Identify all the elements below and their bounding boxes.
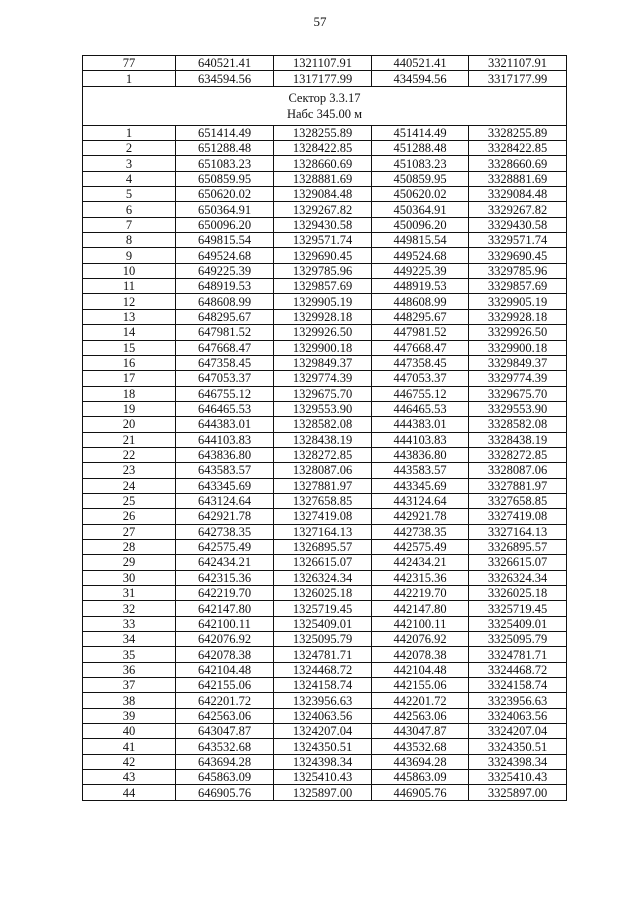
point-number-cell: 26 [83, 509, 176, 524]
x2-coordinate-cell: 442563.06 [372, 708, 469, 723]
section-title: Сектор 3.3.17 [288, 90, 361, 105]
y2-coordinate-cell: 3327419.08 [469, 509, 567, 524]
x2-coordinate-cell: 444103.83 [372, 432, 469, 447]
x-coordinate-cell: 647668.47 [176, 340, 274, 355]
x2-coordinate-cell: 449524.68 [372, 248, 469, 263]
y2-coordinate-cell: 3329430.58 [469, 217, 567, 232]
point-number-cell: 9 [83, 248, 176, 263]
y2-coordinate-cell: 3329084.48 [469, 187, 567, 202]
table-row [83, 524, 567, 539]
y-coordinate-cell: 1327419.08 [274, 509, 372, 524]
y-coordinate-cell: 1329690.45 [274, 248, 372, 263]
point-number-cell: 17 [83, 371, 176, 386]
y-coordinate-cell: 1329553.90 [274, 401, 372, 416]
table-row [83, 141, 567, 156]
section-header-body [83, 86, 567, 125]
y-coordinate-cell: 1328422.85 [274, 141, 372, 156]
y2-coordinate-cell: 3326324.34 [469, 570, 567, 585]
x-coordinate-cell: 642738.35 [176, 524, 274, 539]
y-coordinate-cell: 1329675.70 [274, 386, 372, 401]
y2-coordinate-cell: 3329900.18 [469, 340, 567, 355]
table-row [83, 493, 567, 508]
x-coordinate-cell: 648608.99 [176, 294, 274, 309]
y-coordinate-cell: 1329857.69 [274, 279, 372, 294]
x2-coordinate-cell: 449225.39 [372, 263, 469, 278]
point-number-cell: 16 [83, 355, 176, 370]
point-number-cell: 25 [83, 493, 176, 508]
y2-coordinate-cell: 3325409.01 [469, 616, 567, 631]
point-number-cell: 4 [83, 171, 176, 186]
y-coordinate-cell: 1329084.48 [274, 187, 372, 202]
x2-coordinate-cell: 451083.23 [372, 156, 469, 171]
x2-coordinate-cell: 451288.48 [372, 141, 469, 156]
y2-coordinate-cell: 3329675.70 [469, 386, 567, 401]
table-row [83, 56, 567, 71]
y-coordinate-cell: 1329928.18 [274, 309, 372, 324]
table-row [83, 202, 567, 217]
y-coordinate-cell: 1328660.69 [274, 156, 372, 171]
point-number-cell: 35 [83, 647, 176, 662]
y-coordinate-cell: 1325095.79 [274, 632, 372, 647]
x-coordinate-cell: 648295.67 [176, 309, 274, 324]
x-coordinate-cell: 649815.54 [176, 233, 274, 248]
x-coordinate-cell: 651288.48 [176, 141, 274, 156]
y-coordinate-cell: 1329926.50 [274, 325, 372, 340]
table-row [83, 355, 567, 370]
table-row [83, 754, 567, 769]
point-number-cell: 3 [83, 156, 176, 171]
table-row [83, 156, 567, 171]
x-coordinate-cell: 649524.68 [176, 248, 274, 263]
x2-coordinate-cell: 447358.45 [372, 355, 469, 370]
point-number-cell: 34 [83, 632, 176, 647]
table-row [83, 539, 567, 554]
x-coordinate-cell: 647981.52 [176, 325, 274, 340]
y2-coordinate-cell: 3329571.74 [469, 233, 567, 248]
point-number-cell: 8 [83, 233, 176, 248]
point-number-cell: 20 [83, 417, 176, 432]
y-coordinate-cell: 1324350.51 [274, 739, 372, 754]
y2-coordinate-cell: 3329926.50 [469, 325, 567, 340]
x-coordinate-cell: 651083.23 [176, 156, 274, 171]
point-number-cell: 14 [83, 325, 176, 340]
point-number-cell: 44 [83, 785, 176, 800]
y2-coordinate-cell: 3328255.89 [469, 125, 567, 140]
x2-coordinate-cell: 443836.80 [372, 447, 469, 462]
x-coordinate-cell: 643345.69 [176, 478, 274, 493]
y-coordinate-cell: 1329267.82 [274, 202, 372, 217]
x2-coordinate-cell: 448919.53 [372, 279, 469, 294]
x-coordinate-cell: 644383.01 [176, 417, 274, 432]
x2-coordinate-cell: 434594.56 [372, 71, 469, 86]
table-row [83, 693, 567, 708]
x2-coordinate-cell: 442575.49 [372, 539, 469, 554]
y-coordinate-cell: 1328087.06 [274, 463, 372, 478]
point-number-cell: 27 [83, 524, 176, 539]
y2-coordinate-cell: 3328422.85 [469, 141, 567, 156]
table-row [83, 632, 567, 647]
y2-coordinate-cell: 3329267.82 [469, 202, 567, 217]
x2-coordinate-cell: 442738.35 [372, 524, 469, 539]
table-row [83, 662, 567, 677]
x2-coordinate-cell: 442155.06 [372, 678, 469, 693]
table-row [83, 294, 567, 309]
x-coordinate-cell: 642201.72 [176, 693, 274, 708]
y-coordinate-cell: 1328582.08 [274, 417, 372, 432]
x2-coordinate-cell: 450364.91 [372, 202, 469, 217]
y-coordinate-cell: 1324158.74 [274, 678, 372, 693]
x2-coordinate-cell: 451414.49 [372, 125, 469, 140]
point-number-cell: 42 [83, 754, 176, 769]
point-number-cell: 7 [83, 217, 176, 232]
x-coordinate-cell: 646465.53 [176, 401, 274, 416]
point-number-cell: 37 [83, 678, 176, 693]
x-coordinate-cell: 643694.28 [176, 754, 274, 769]
point-number-cell: 40 [83, 724, 176, 739]
y-coordinate-cell: 1327658.85 [274, 493, 372, 508]
point-number-cell: 24 [83, 478, 176, 493]
y2-coordinate-cell: 3329785.96 [469, 263, 567, 278]
y2-coordinate-cell: 3328438.19 [469, 432, 567, 447]
y-coordinate-cell: 1329900.18 [274, 340, 372, 355]
x-coordinate-cell: 642100.11 [176, 616, 274, 631]
x-coordinate-cell: 650364.91 [176, 202, 274, 217]
y-coordinate-cell: 1329905.19 [274, 294, 372, 309]
table-body-main [83, 125, 567, 800]
table-row [83, 71, 567, 86]
x-coordinate-cell: 642434.21 [176, 555, 274, 570]
x-coordinate-cell: 642575.49 [176, 539, 274, 554]
x-coordinate-cell: 644103.83 [176, 432, 274, 447]
x-coordinate-cell: 643124.64 [176, 493, 274, 508]
y2-coordinate-cell: 3323956.63 [469, 693, 567, 708]
page-number: 57 [313, 14, 327, 29]
y-coordinate-cell: 1329571.74 [274, 233, 372, 248]
x-coordinate-cell: 642104.48 [176, 662, 274, 677]
point-number-cell: 1 [83, 71, 176, 86]
table-row [83, 447, 567, 462]
section-height-label: Набс 345.00 м [286, 106, 363, 121]
x2-coordinate-cell: 443694.28 [372, 754, 469, 769]
y2-coordinate-cell: 3324398.34 [469, 754, 567, 769]
point-number-cell: 11 [83, 279, 176, 294]
x-coordinate-cell: 643532.68 [176, 739, 274, 754]
coordinates-table [82, 55, 567, 801]
y-coordinate-cell: 1328881.69 [274, 171, 372, 186]
x-coordinate-cell: 646905.76 [176, 785, 274, 800]
x-coordinate-cell: 647358.45 [176, 355, 274, 370]
x2-coordinate-cell: 442147.80 [372, 601, 469, 616]
table-row [83, 233, 567, 248]
y-coordinate-cell: 1327164.13 [274, 524, 372, 539]
y-coordinate-cell: 1324781.71 [274, 647, 372, 662]
y2-coordinate-cell: 3328881.69 [469, 171, 567, 186]
x-coordinate-cell: 642147.80 [176, 601, 274, 616]
y2-coordinate-cell: 3325719.45 [469, 601, 567, 616]
y2-coordinate-cell: 3329690.45 [469, 248, 567, 263]
x2-coordinate-cell: 445863.09 [372, 770, 469, 785]
y2-coordinate-cell: 3325410.43 [469, 770, 567, 785]
table-row [83, 708, 567, 723]
y2-coordinate-cell: 3328087.06 [469, 463, 567, 478]
point-number-cell: 19 [83, 401, 176, 416]
y-coordinate-cell: 1325897.00 [274, 785, 372, 800]
y-coordinate-cell: 1324398.34 [274, 754, 372, 769]
point-number-cell: 22 [83, 447, 176, 462]
point-number-cell: 13 [83, 309, 176, 324]
x-coordinate-cell: 634594.56 [176, 71, 274, 86]
table-row [83, 724, 567, 739]
x-coordinate-cell: 643047.87 [176, 724, 274, 739]
table-row [83, 340, 567, 355]
x2-coordinate-cell: 443345.69 [372, 478, 469, 493]
x2-coordinate-cell: 446755.12 [372, 386, 469, 401]
y2-coordinate-cell: 3321107.91 [469, 56, 567, 71]
point-number-cell: 29 [83, 555, 176, 570]
y2-coordinate-cell: 3329553.90 [469, 401, 567, 416]
y-coordinate-cell: 1321107.91 [274, 56, 372, 71]
y-coordinate-cell: 1329849.37 [274, 355, 372, 370]
x-coordinate-cell: 647053.37 [176, 371, 274, 386]
x-coordinate-cell: 642921.78 [176, 509, 274, 524]
y2-coordinate-cell: 3329849.37 [469, 355, 567, 370]
x2-coordinate-cell: 450620.02 [372, 187, 469, 202]
table-row [83, 263, 567, 278]
x2-coordinate-cell: 449815.54 [372, 233, 469, 248]
x-coordinate-cell: 642076.92 [176, 632, 274, 647]
y2-coordinate-cell: 3326025.18 [469, 586, 567, 601]
table-row [83, 601, 567, 616]
x-coordinate-cell: 643836.80 [176, 447, 274, 462]
point-number-cell: 31 [83, 586, 176, 601]
x2-coordinate-cell: 442315.36 [372, 570, 469, 585]
section-header-row [83, 86, 567, 125]
x2-coordinate-cell: 442076.92 [372, 632, 469, 647]
y-coordinate-cell: 1325409.01 [274, 616, 372, 631]
y-coordinate-cell: 1329785.96 [274, 263, 372, 278]
point-number-cell: 43 [83, 770, 176, 785]
y-coordinate-cell: 1317177.99 [274, 71, 372, 86]
y-coordinate-cell: 1328255.89 [274, 125, 372, 140]
y2-coordinate-cell: 3329774.39 [469, 371, 567, 386]
point-number-cell: 77 [83, 56, 176, 71]
y2-coordinate-cell: 3324158.74 [469, 678, 567, 693]
point-number-cell: 33 [83, 616, 176, 631]
table-row [83, 279, 567, 294]
point-number-cell: 12 [83, 294, 176, 309]
x-coordinate-cell: 648919.53 [176, 279, 274, 294]
point-number-cell: 10 [83, 263, 176, 278]
x-coordinate-cell: 640521.41 [176, 56, 274, 71]
y2-coordinate-cell: 3329905.19 [469, 294, 567, 309]
y2-coordinate-cell: 3328272.85 [469, 447, 567, 462]
y-coordinate-cell: 1328272.85 [274, 447, 372, 462]
table-row [83, 463, 567, 478]
x-coordinate-cell: 646755.12 [176, 386, 274, 401]
point-number-cell: 32 [83, 601, 176, 616]
y2-coordinate-cell: 3329928.18 [469, 309, 567, 324]
table-row [83, 432, 567, 447]
x-coordinate-cell: 645863.09 [176, 770, 274, 785]
table-body-top [83, 56, 567, 87]
x-coordinate-cell: 650620.02 [176, 187, 274, 202]
x2-coordinate-cell: 442201.72 [372, 693, 469, 708]
x-coordinate-cell: 642078.38 [176, 647, 274, 662]
table-row [83, 417, 567, 432]
x-coordinate-cell: 642563.06 [176, 708, 274, 723]
x-coordinate-cell: 643583.57 [176, 463, 274, 478]
x-coordinate-cell: 650859.95 [176, 171, 274, 186]
x2-coordinate-cell: 447053.37 [372, 371, 469, 386]
x2-coordinate-cell: 442921.78 [372, 509, 469, 524]
x2-coordinate-cell: 442219.70 [372, 586, 469, 601]
x-coordinate-cell: 642219.70 [176, 586, 274, 601]
x2-coordinate-cell: 448608.99 [372, 294, 469, 309]
y-coordinate-cell: 1323956.63 [274, 693, 372, 708]
y2-coordinate-cell: 3326895.57 [469, 539, 567, 554]
y-coordinate-cell: 1326324.34 [274, 570, 372, 585]
point-number-cell: 6 [83, 202, 176, 217]
table-row [83, 401, 567, 416]
y2-coordinate-cell: 3328660.69 [469, 156, 567, 171]
table-row [83, 770, 567, 785]
y2-coordinate-cell: 3325095.79 [469, 632, 567, 647]
table-row [83, 309, 567, 324]
x2-coordinate-cell: 442078.38 [372, 647, 469, 662]
table-row [83, 739, 567, 754]
x-coordinate-cell: 642315.36 [176, 570, 274, 585]
x2-coordinate-cell: 447668.47 [372, 340, 469, 355]
table-row [83, 586, 567, 601]
x2-coordinate-cell: 443532.68 [372, 739, 469, 754]
y2-coordinate-cell: 3327164.13 [469, 524, 567, 539]
y-coordinate-cell: 1329774.39 [274, 371, 372, 386]
point-number-cell: 41 [83, 739, 176, 754]
point-number-cell: 36 [83, 662, 176, 677]
table-row [83, 785, 567, 800]
y-coordinate-cell: 1324207.04 [274, 724, 372, 739]
point-number-cell: 2 [83, 141, 176, 156]
y2-coordinate-cell: 3324207.04 [469, 724, 567, 739]
table-row [83, 248, 567, 263]
table-row [83, 570, 567, 585]
coordinates-table-container [82, 55, 566, 801]
x2-coordinate-cell: 450096.20 [372, 217, 469, 232]
x2-coordinate-cell: 440521.41 [372, 56, 469, 71]
table-row [83, 217, 567, 232]
table-row [83, 125, 567, 140]
table-row [83, 509, 567, 524]
point-number-cell: 15 [83, 340, 176, 355]
x2-coordinate-cell: 442434.21 [372, 555, 469, 570]
y-coordinate-cell: 1324468.72 [274, 662, 372, 677]
point-number-cell: 30 [83, 570, 176, 585]
table-row [83, 647, 567, 662]
y-coordinate-cell: 1325719.45 [274, 601, 372, 616]
x2-coordinate-cell: 446465.53 [372, 401, 469, 416]
y-coordinate-cell: 1327881.97 [274, 478, 372, 493]
x-coordinate-cell: 649225.39 [176, 263, 274, 278]
point-number-cell: 18 [83, 386, 176, 401]
y2-coordinate-cell: 3317177.99 [469, 71, 567, 86]
x2-coordinate-cell: 448295.67 [372, 309, 469, 324]
table-row [83, 386, 567, 401]
table-row [83, 616, 567, 631]
y2-coordinate-cell: 3324468.72 [469, 662, 567, 677]
x2-coordinate-cell: 442100.11 [372, 616, 469, 631]
x2-coordinate-cell: 450859.95 [372, 171, 469, 186]
y-coordinate-cell: 1326615.07 [274, 555, 372, 570]
x-coordinate-cell: 642155.06 [176, 678, 274, 693]
y-coordinate-cell: 1326025.18 [274, 586, 372, 601]
table-row [83, 325, 567, 340]
y2-coordinate-cell: 3328582.08 [469, 417, 567, 432]
y2-coordinate-cell: 3329857.69 [469, 279, 567, 294]
x2-coordinate-cell: 447981.52 [372, 325, 469, 340]
point-number-cell: 21 [83, 432, 176, 447]
point-number-cell: 1 [83, 125, 176, 140]
x2-coordinate-cell: 443047.87 [372, 724, 469, 739]
point-number-cell: 28 [83, 539, 176, 554]
x2-coordinate-cell: 443124.64 [372, 493, 469, 508]
y-coordinate-cell: 1328438.19 [274, 432, 372, 447]
point-number-cell: 38 [83, 693, 176, 708]
y2-coordinate-cell: 3324063.56 [469, 708, 567, 723]
point-number-cell: 39 [83, 708, 176, 723]
y2-coordinate-cell: 3327658.85 [469, 493, 567, 508]
table-row [83, 478, 567, 493]
y2-coordinate-cell: 3327881.97 [469, 478, 567, 493]
y2-coordinate-cell: 3326615.07 [469, 555, 567, 570]
table-row [83, 187, 567, 202]
y-coordinate-cell: 1329430.58 [274, 217, 372, 232]
table-row [83, 371, 567, 386]
x2-coordinate-cell: 444383.01 [372, 417, 469, 432]
x-coordinate-cell: 651414.49 [176, 125, 274, 140]
x2-coordinate-cell: 443583.57 [372, 463, 469, 478]
table-row [83, 555, 567, 570]
y2-coordinate-cell: 3324781.71 [469, 647, 567, 662]
x2-coordinate-cell: 442104.48 [372, 662, 469, 677]
y2-coordinate-cell: 3325897.00 [469, 785, 567, 800]
y-coordinate-cell: 1325410.43 [274, 770, 372, 785]
table-row [83, 171, 567, 186]
y2-coordinate-cell: 3324350.51 [469, 739, 567, 754]
y-coordinate-cell: 1326895.57 [274, 539, 372, 554]
table-row [83, 678, 567, 693]
section-header-cell [83, 86, 567, 125]
x2-coordinate-cell: 446905.76 [372, 785, 469, 800]
y-coordinate-cell: 1324063.56 [274, 708, 372, 723]
point-number-cell: 5 [83, 187, 176, 202]
x-coordinate-cell: 650096.20 [176, 217, 274, 232]
point-number-cell: 23 [83, 463, 176, 478]
